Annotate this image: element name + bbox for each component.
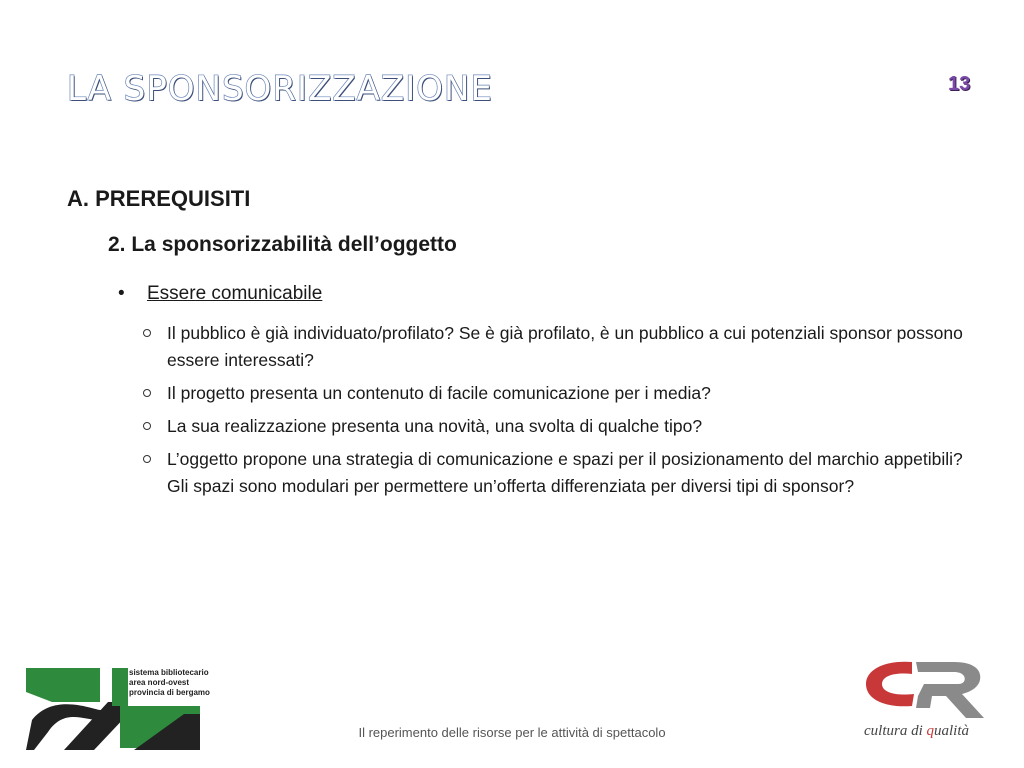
sub-bullet-item	[140, 380, 970, 407]
sub-bullet-item	[140, 320, 970, 374]
bullet-dot: •	[118, 283, 125, 304]
slide-title: LA SPONSORIZZAZIONE	[67, 69, 493, 109]
subsection-heading: 2. La sponsorizzabilità dell’oggetto	[108, 233, 457, 256]
circle-bullet-icon	[143, 422, 151, 430]
bullet-label: Essere comunicabile	[147, 283, 323, 304]
sub-bullet-text: L’oggetto propone una strategia di comunicazione e spazi per il posizionamento del marchio appetibili? Gli spazi sono modulari per permettere un’offerta differenziata per diversi tipi di sponsor?	[167, 449, 963, 496]
footer-caption: Il reperimento delle risorse per le attività di spettacolo	[358, 725, 666, 740]
sub-bullet-text: Il progetto presenta un contenuto di facile comunicazione per i media?	[167, 383, 711, 403]
sub-bullet-item	[140, 446, 970, 500]
section-heading: A. PREREQUISITI	[67, 186, 251, 211]
sub-bullet-text: La sua realizzazione presenta una novità, una svolta di qualche tipo?	[167, 416, 703, 436]
sub-bullet-item	[140, 413, 970, 440]
circle-bullet-icon	[143, 389, 151, 397]
cq-tagline: cultura di qualità	[864, 723, 970, 739]
circle-bullet-icon	[143, 455, 151, 463]
sub-bullet-text: Il pubblico è già individuato/profilato? Se è già profilato, è un pubblico a cui potenziali sponsor possono essere interessati?	[167, 323, 963, 370]
page-number: 13	[948, 73, 971, 95]
sub-bullet-list	[140, 320, 970, 506]
circle-bullet-icon	[143, 329, 151, 337]
cultura-di-qualita-logo	[862, 656, 987, 722]
sbb-logo-text: sistema bibliotecario area nord-ovest provincia di bergamo	[129, 668, 210, 697]
